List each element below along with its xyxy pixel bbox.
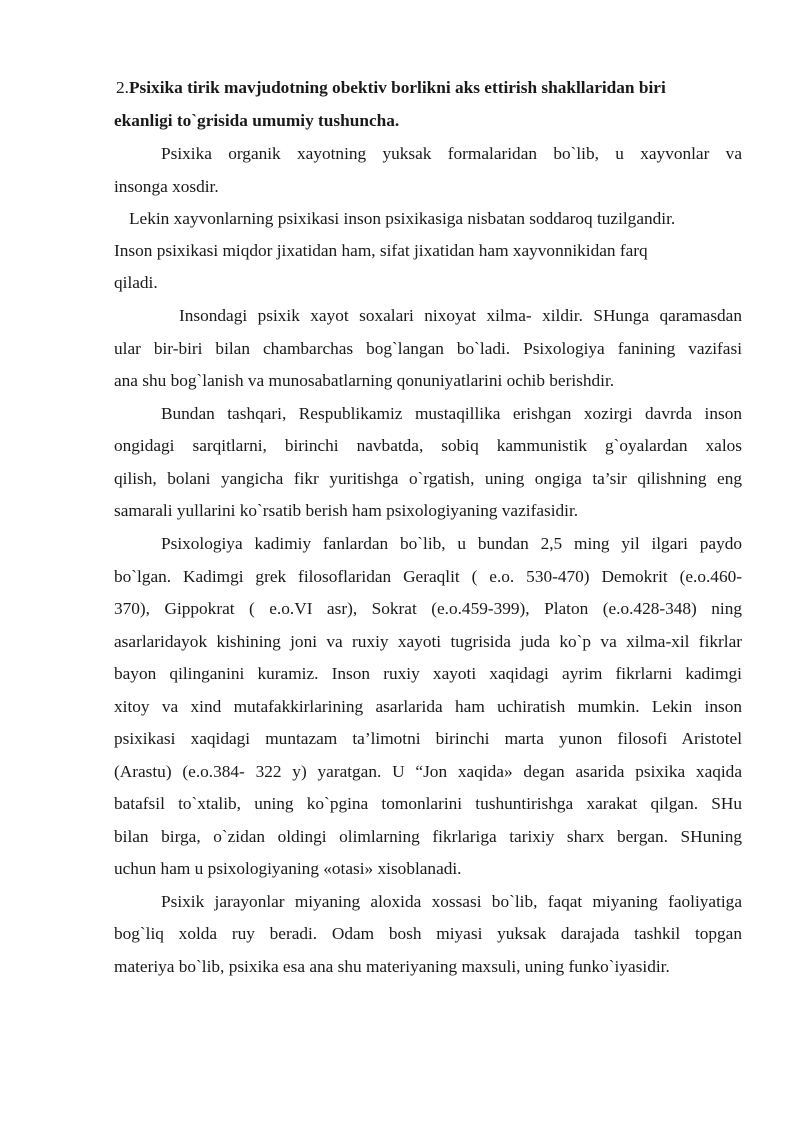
paragraph-line: qilish, bolani yangicha fikr yuritishga o`rgatish, uning ongiga ta’sir qilishning eng [114,469,742,488]
section-number: 2. [116,78,129,97]
paragraph-line: xitoy va xind mutafakkirlarining asarlarida ham uchiratish mumkin. Lekin inson [114,697,742,716]
paragraph-line: ular bir-biri bilan chambarchas bog`langan bo`ladi. Psixologiya fanining vazifasi [114,339,742,358]
paragraph-line: Psixologiya kadimiy fanlardan bo`lib, u bundan 2,5 ming yil ilgari paydo [161,534,742,553]
paragraph-line: bo`lgan. Kadimgi grek filosoflaridan Geraqlit ( e.o. 530-470) Demokrit (e.o.460- [114,567,742,586]
paragraph-line: bilan birga, o`zidan oldingi olimlarning fikrlariga tarixiy sharx bergan. SHuning [114,827,742,846]
paragraph-line: Psixika organik xayotning yuksak formalaridan bo`lib, u xayvonlar va [161,144,742,163]
paragraph-line: qiladi. [114,273,158,292]
paragraph-line: ongidagi sarqitlarni, birinchi navbatda, sobiq kammunistik g`oyalardan xalos [114,436,742,455]
paragraph-line: Lekin xayvonlarning psixikasi inson psixikasiga nisbatan soddaroq tuzilgandir. [129,209,676,228]
paragraph-line: psixikasi xaqidagi muntazam ta’limotni birinchi marta yunon filosofi Aristotel [114,729,742,748]
paragraph-line: bog`liq xolda ruy beradi. Odam bosh miyasi yuksak darajada tashkil topgan [114,924,742,943]
paragraph-line: Insondagi psixik xayot soxalari nixoyat xilma- xildir. SHunga qaramasdan [179,306,742,325]
paragraph-line: Inson psixikasi miqdor jixatidan ham, sifat jixatidan ham xayvonnikidan farq [114,241,648,260]
paragraph-line: insonga xosdir. [114,177,219,196]
paragraph-line: batafsil to`xtalib, uning ko`pgina tomonlarini tushuntirishga xarakat qilgan. SHu [114,794,742,813]
paragraph-line: samarali yullarini ko`rsatib berish ham psixologiyaning vazifasidir. [114,501,579,520]
paragraph-line: uchun ham u psixologiyaning «otasi» xisoblanadi. [114,859,462,878]
section-title-part-1: Psixika tirik mavjudotning obektiv borlikni aks ettirish shakllaridan biri [128,78,666,97]
paragraph-line: 370), Gippokrat ( e.o.VI asr), Sokrat (e.o.459-399), Platon (e.o.428-348) ning [114,599,742,618]
paragraph-line: ana shu bog`lanish va munosabatlarning qonuniyatlarini ochib berishdir. [114,371,615,390]
paragraph-line: Psixik jarayonlar miyaning aloxida xossasi bo`lib, faqat miyaning faoliyatiga [161,892,742,911]
paragraph-line: asarlaridayok kishining joni va ruxiy xayoti tugrisida juda ko`p va xilma-xil fikrlar [114,632,742,651]
section-heading-line-2: ekanligi to`grisida umumiy tushuncha. [114,111,400,130]
paragraph-line: materiya bo`lib, psixika esa ana shu materiyaning maxsuli, uning funko`iyasidir. [114,957,670,976]
paragraph-line: Bundan tashqari, Respublikamiz mustaqillika erishgan xozirgi davrda inson [161,404,742,423]
paragraph-line: (Arastu) (e.o.384- 322 y) yaratgan. U “Jon xaqida» degan asarida psixika xaqida [114,762,742,781]
paragraph-line: bayon qilinganini kuramiz. Inson ruxiy xayoti xaqidagi ayrim fikrlarni kadimgi [114,664,742,683]
section-heading-line-1 [116,79,666,96]
